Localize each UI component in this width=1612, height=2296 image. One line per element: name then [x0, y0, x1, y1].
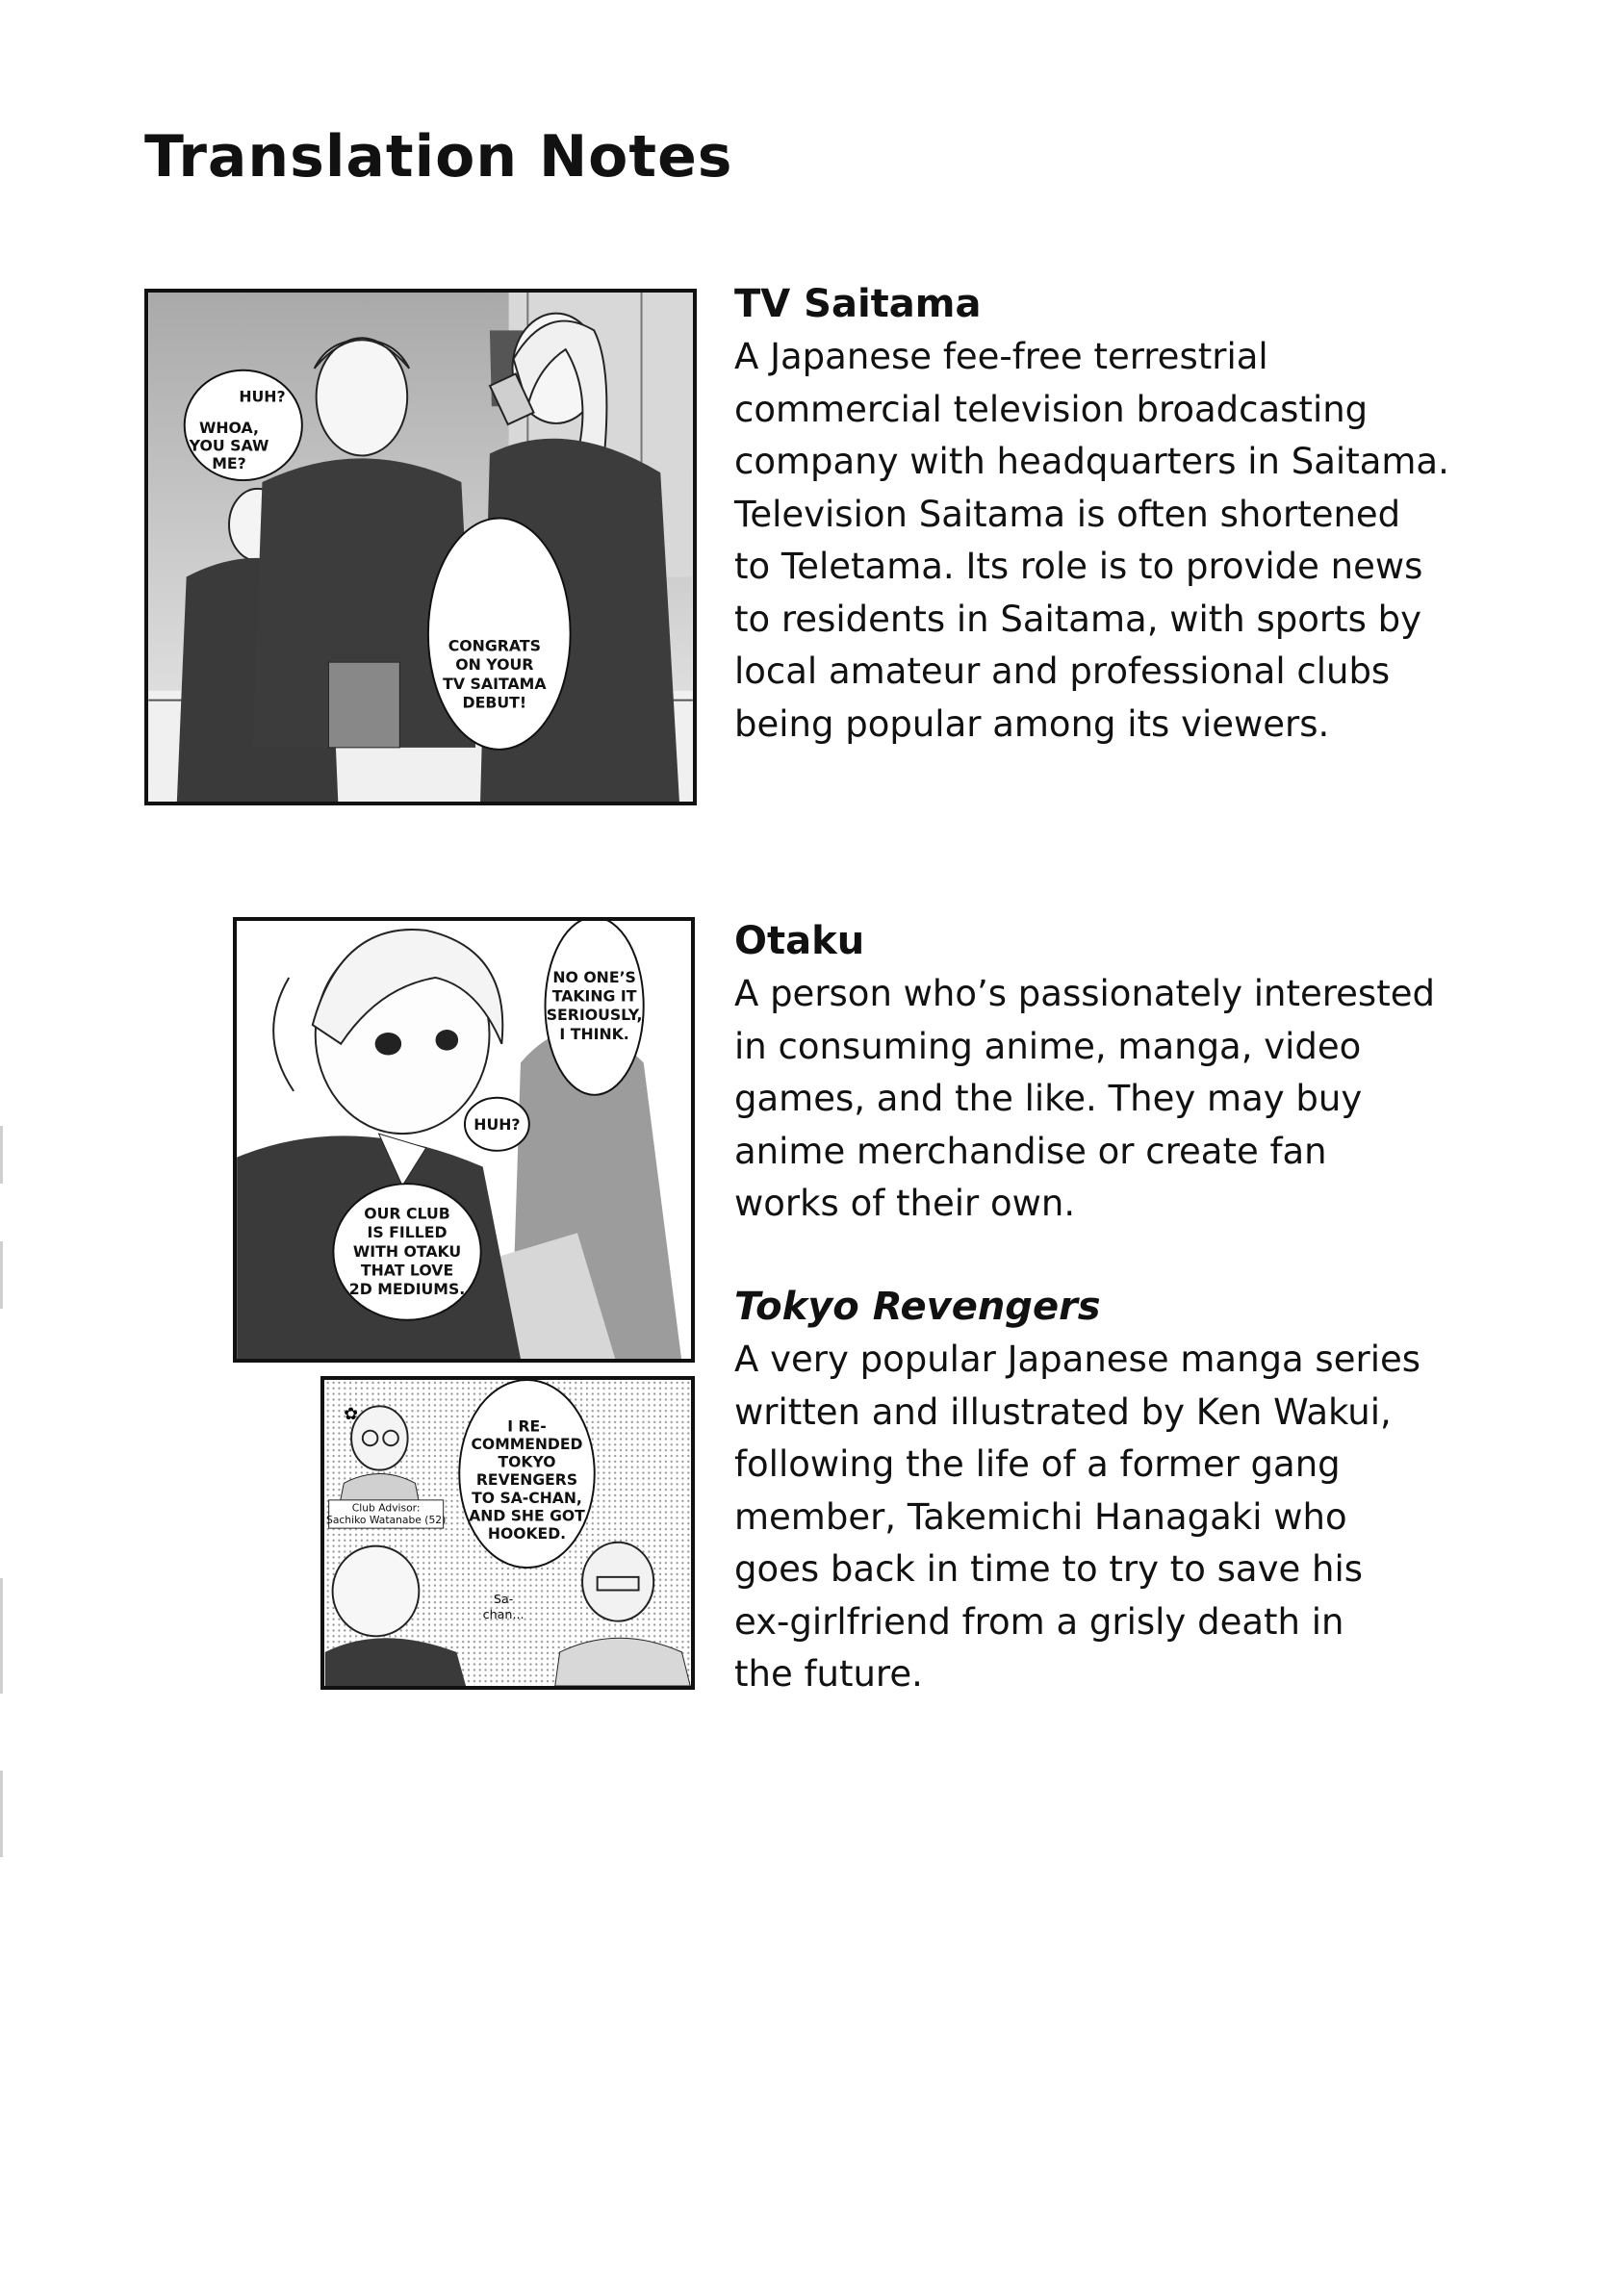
manga-illustration [324, 1380, 691, 1686]
speech-bubble-recommended-line-5: TO SA-CHAN, [472, 1489, 582, 1507]
speech-bubble-recommended-line-7: HOOKED. [487, 1524, 567, 1543]
note-line: commercial television broadcasting [734, 388, 1369, 430]
note-line: following the life of a former gang [734, 1443, 1341, 1485]
speech-bubble-recommended-line-3: TOKYO [498, 1453, 556, 1471]
note-line: works of their own. [734, 1183, 1076, 1224]
speech-bubble-huh-2: HUH? [473, 1115, 521, 1135]
note-line: the future. [734, 1653, 923, 1695]
speech-bubble-club-line-3: WITH OTAKU [352, 1241, 462, 1261]
speech-bubble-no-one-line-2: TAKING IT [551, 986, 637, 1006]
advisor-caption-line-2: Sachiko Watanabe (52) [326, 1514, 447, 1527]
sachan-text-line-2: chan... [482, 1606, 525, 1621]
manga-panel-tv-saitama [144, 289, 697, 805]
note-line: ex-girlfriend from a grisly death in [734, 1600, 1344, 1643]
note-otaku [734, 914, 1435, 1231]
note-heading: Tokyo Revengers [734, 1285, 1101, 1329]
note-line: to Teletama. Its role is to provide news [734, 546, 1423, 587]
speech-bubble-congrats-line-1: CONGRATS [448, 636, 541, 655]
note-line: A person who’s passionately interested [734, 973, 1435, 1014]
speech-bubble-whoa-line-1: WHOA, [199, 418, 260, 437]
flower-icon: ✿ [344, 1404, 358, 1424]
note-heading: Otaku [734, 919, 865, 963]
speech-bubble-congrats-line-3: TV SAITAMA [443, 674, 547, 693]
note-line: local amateur and professional clubs [734, 651, 1391, 692]
note-line: being popular among its viewers. [734, 702, 1330, 745]
speech-bubble-no-one-line-3: SERIOUSLY, [546, 1006, 643, 1025]
note-line: member, Takemichi Hanagaki who [734, 1495, 1347, 1538]
manga-panel-tokyo-revengers [320, 1376, 695, 1690]
note-tv-saitama [734, 277, 1449, 751]
note-tokyo-revengers [734, 1280, 1420, 1701]
speech-bubble-club-line-4: THAT LOVE [360, 1261, 454, 1280]
speech-bubble-congrats-line-2: ON YOUR [455, 655, 534, 675]
page-edge-mark [0, 1126, 3, 1184]
note-line: in consuming anime, manga, video [734, 1025, 1362, 1067]
speech-bubble-recommended-line-4: REVENGERS [475, 1471, 578, 1490]
speech-bubble-no-one-line-4: I THINK. [559, 1024, 629, 1043]
advisor-caption-line-1: Club Advisor: [351, 1501, 421, 1515]
speech-bubble-recommended-line-2: COMMENDED [471, 1436, 583, 1454]
speech-bubble-club-line-2: IS FILLED [367, 1223, 448, 1242]
page-edge-mark [0, 1241, 3, 1309]
page-title: Translation Notes [144, 123, 733, 191]
speech-bubble-no-one-line-1: NO ONE’S [552, 967, 636, 986]
speech-bubble-huh: HUH? [239, 387, 286, 406]
note-line: written and illustrated by Ken Wakui, [734, 1390, 1392, 1433]
note-line: games, and the like. They may buy [734, 1078, 1363, 1119]
speech-bubble-congrats-line-4: DEBUT! [462, 693, 527, 712]
speech-bubble-recommended-line-6: AND SHE GOT [469, 1507, 585, 1525]
note-heading: TV Saitama [734, 282, 982, 326]
page-edge-mark [0, 1771, 3, 1857]
note-line: A Japanese fee-free terrestrial [734, 336, 1268, 377]
note-line: anime merchandise or create fan [734, 1130, 1327, 1172]
note-line: to residents in Saitama, with sports by [734, 598, 1422, 640]
page-edge-mark [0, 1578, 3, 1694]
sachan-text-line-1: Sa- [493, 1592, 514, 1607]
note-line: goes back in time to try to save his [734, 1548, 1364, 1590]
note-line: company with headquarters in Saitama. [734, 441, 1449, 482]
speech-bubble-whoa-line-3: ME? [212, 454, 246, 473]
note-line: Television Saitama is often shortened [734, 493, 1401, 535]
note-line: A very popular Japanese manga series [734, 1339, 1421, 1380]
speech-bubble-whoa-line-2: YOU SAW [189, 436, 269, 455]
manga-illustration [237, 921, 691, 1359]
speech-bubble-club-line-1: OUR CLUB [364, 1204, 450, 1223]
speech-bubble-club-line-5: 2D MEDIUMS. [348, 1280, 466, 1299]
speech-bubble-recommended-line-1: I RE- [507, 1417, 547, 1436]
manga-panel-otaku [233, 917, 695, 1363]
manga-illustration [148, 293, 693, 802]
